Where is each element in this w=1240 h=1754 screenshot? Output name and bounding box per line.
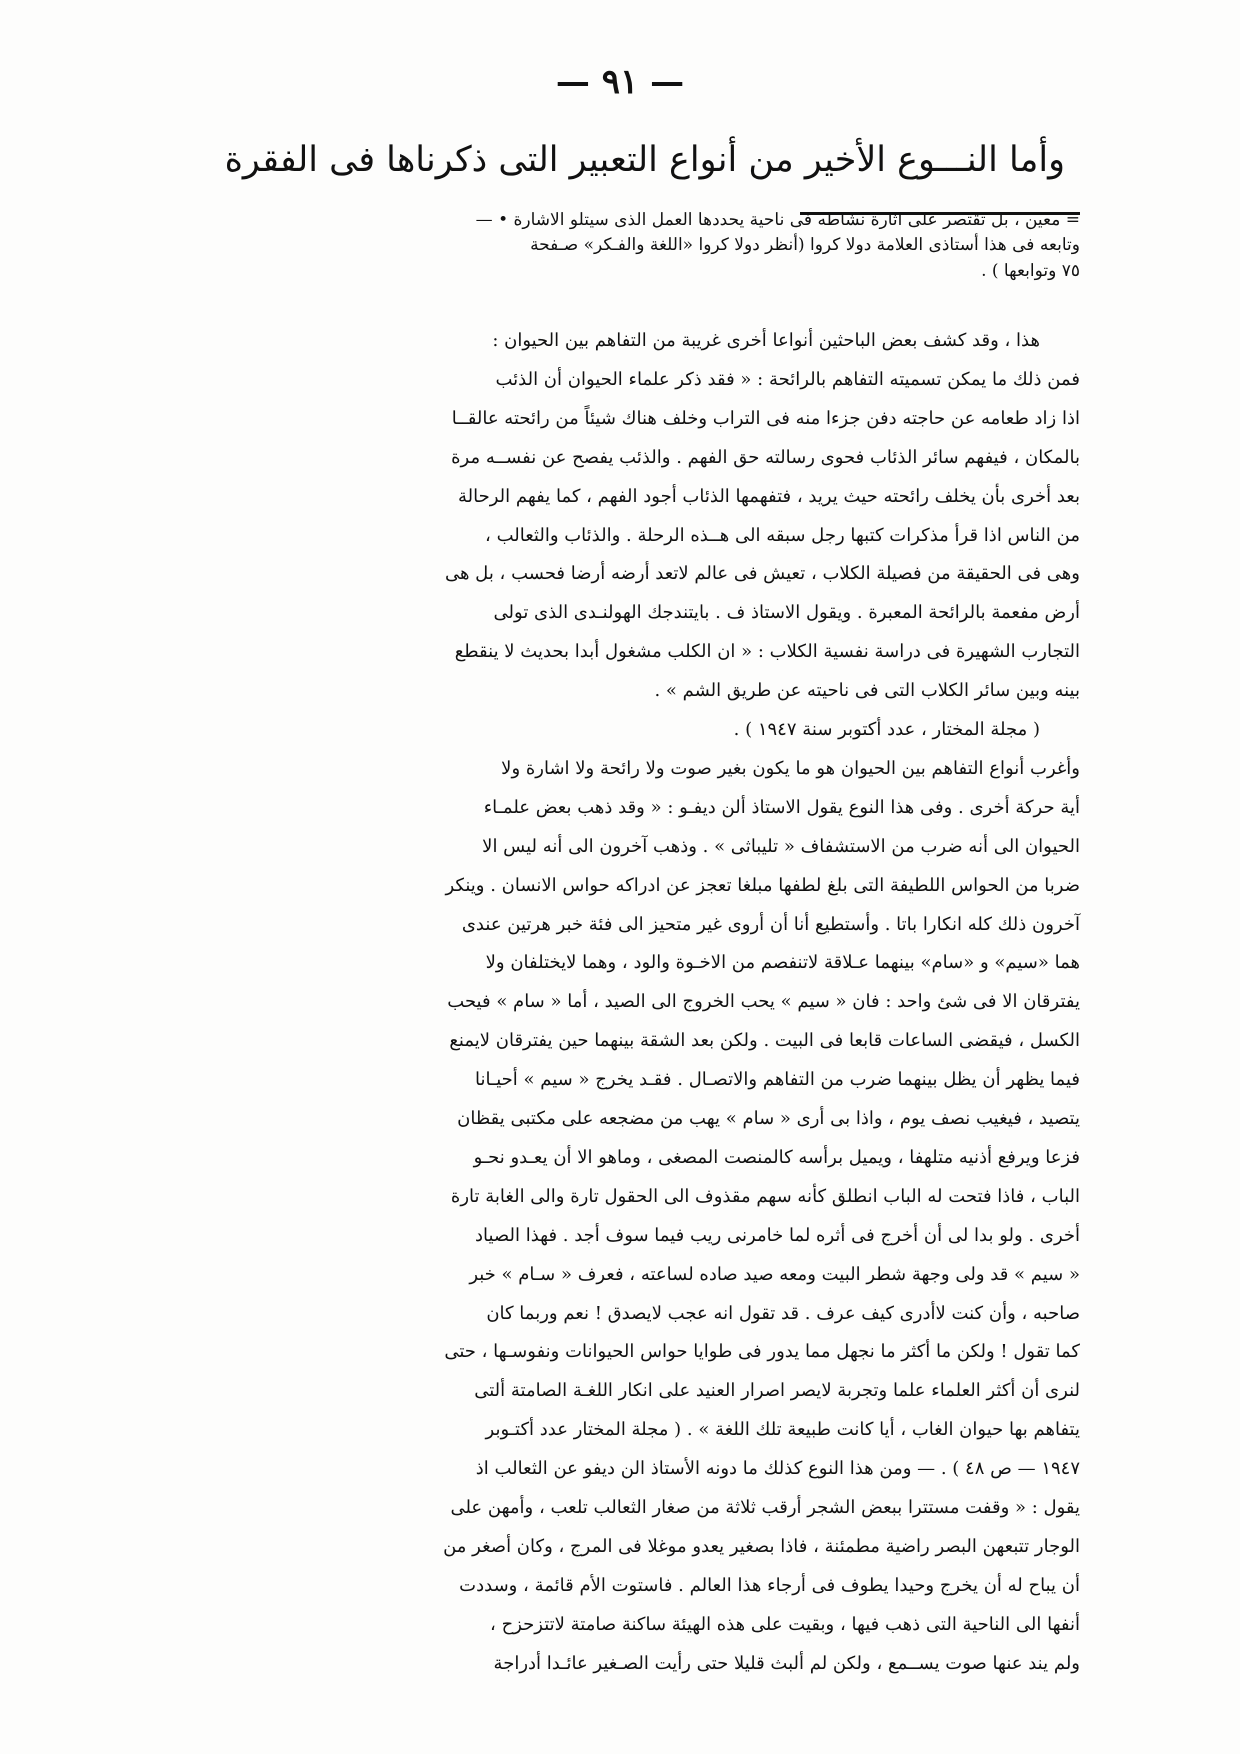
paragraph-line: هذا ، وقد كشف بعض الباحثين أنواعا أخرى غريبة من التفاهم بين الحيوان : <box>492 330 1040 351</box>
section-heading: وأما النـــوع الأخير من أنواع التعبير التى ذكرناها فى الفقرة <box>224 140 1065 180</box>
paragraph-line: يقول : « وقفت مستترا ببعض الشجر أرقب ثلاثة من صغار الثعالب تلعب ، وأمهن على <box>450 1497 1080 1518</box>
paragraph-line: أنفها الى الناحية التى ذهب فيها ، وبقيت على هذه الهيئة ساكنة صامتة لاتتزحزح ، <box>490 1613 1080 1635</box>
paragraph-line: يفترقان الا فى شئ واحد : فان « سيم » يحب الخروج الى الصيد ، أما « سام » فيحب <box>447 991 1080 1013</box>
paragraph-line: الحيوان الى أنه ضرب من الاستشفاف « تليباثى » . وذهب آخرون الى أنه ليس الا <box>482 835 1080 857</box>
paragraph-line: ضربا من الحواس اللطيفة التى بلغ لطفها مبلغا تعجز عن ادراكه حواس الانسان . وينكر <box>445 874 1080 896</box>
paragraph-line: بعد أخرى بأن يخلف رائحته حيث يريد ، فتفهمها الذئاب أجود الفهم ، كما يفهم الرحالة <box>457 485 1080 507</box>
paragraph-line: آخرون ذلك كله انكارا باتا . وأستطيع أنا أن أروى غير متحيز الى فئة خبر هرتين عندى <box>461 913 1080 935</box>
paragraph-line: الكسل ، فيقضى الساعات قابعا فى البيت . ولكن بعد الشقة بينهما حين يفترقان لايمنع <box>449 1030 1080 1052</box>
paragraph-line: اذا زاد طعامه عن حاجته دفن جزءا منه فى التراب وخلف هناك شيئاً من رائحته عالقــا <box>451 407 1080 429</box>
footnote-line: وتابعه فى هذا أستاذى العلامة دولا كروا (أنظر دولا كروا «اللغة والفـكر» صـفحة <box>530 235 1080 255</box>
paragraph-line: فمن ذلك ما يمكن تسميته التفاهم بالرائحة : « فقد ذكر علماء الحيوان أن الذئب <box>495 368 1080 390</box>
paragraph-line: من الناس اذا قرأ مذكرات كتبها رجل سبقه الى هــذه الرحلة . والذئاب والثعالب ، <box>485 524 1080 546</box>
paragraph-line: فزعا ويرفع أذنيه متلهفا ، ويميل برأسه كالمنصت المصغى ، وماهو الا أن يعـدو نحـو <box>473 1146 1080 1168</box>
paragraph-line: الوجار تتبعهن البصر راضية مطمئنة ، فاذا بصغير يعدو موغلا فى المرج ، وكان أصغر من <box>443 1535 1080 1557</box>
paragraph-line: بينه وبين سائر الكلاب التى فى ناحيته عن طريق الشم » . <box>654 680 1080 702</box>
paragraph-line: أرض مفعمة بالرائحة المعبرة . ويقول الاستاذ ف . بايتندجك الهولنـدى الذى تولى <box>493 602 1080 624</box>
citation-line: ( مجلة المختار ، عدد أكتوبر سنة ١٩٤٧ ) . <box>733 719 1040 740</box>
paragraph-line: هما «سيم» و «سام» بينهما عـلاقة لاتنفصم من الاخـوة والود ، وهما لايختلفان ولا <box>485 952 1080 974</box>
paragraph-line: يتفاهم بها حيوان الغاب ، أيا كانت طبيعة تلك اللغة » . ( مجلة المختار عدد أكتـوبر <box>485 1419 1080 1441</box>
paragraph-line: أن يباح له أن يخرج وحيدا يطوف فى أرجاء هذا العالم . فاستوت الأم قائمة ، وسددت <box>459 1574 1080 1596</box>
paragraph-line: بالمكان ، فيفهم سائر الذئاب فحوى رسالته حق الفهم . والذئب يفصح عن نفســه مرة <box>451 446 1080 468</box>
paragraph-line: أية حركة أخرى . وفى هذا النوع يقول الاستاذ ألن ديفـو : « وقد ذهب بعض علمـاء <box>483 796 1080 818</box>
paragraph-line: أخرى . ولو بدا لى أن أخرج فى أثره لما خامرنى ريب فيما سوف أجد . فهذا الصياد <box>474 1224 1080 1246</box>
paragraph-line: يتصيد ، فيغيب نصف يوم ، واذا بى أرى « سام » يهب من مضجعه على مكتبى يقظان <box>457 1108 1080 1129</box>
paragraph-line: الباب ، فاذا فتحت له الباب انطلق كأنه سهم مقذوف الى الحقول تارة والى الغابة تارة <box>450 1185 1080 1207</box>
page-number: — ٩١ — <box>555 62 685 102</box>
paragraph-line: فيما يظهر أن يظل بينهما ضرب من التفاهم والاتصـال . فقـد يخرج « سيم » أحيـانا <box>474 1069 1080 1091</box>
paragraph-line: لنرى أن أكثر العلماء علما وتجربة لايصر اصرار العنيد على انكار اللغـة الصامتة ألتى <box>474 1380 1080 1402</box>
footnote-line: = معين ، بل تقتصر على اثارة نشاطه فى ناحية يحددها العمل الذى سيتلو الاشارة • — <box>475 210 1080 230</box>
paragraph-line: وأغرب أنواع التفاهم بين الحيوان هو ما يكون بغير صوت ولا رائحة ولا اشارة ولا <box>501 757 1080 779</box>
footnote-line: ٧٥ وتوابعها ) . <box>981 261 1080 281</box>
paragraph-line: وهى فى الحقيقة من فصيلة الكلاب ، تعيش فى عالم لاتعد أرضه أرضا فحسب ، بل هى <box>444 563 1080 585</box>
paragraph-line: كما تقول ! ولكن ما أكثر ما نجهل مما يدور فى طوايا حواس الحيوانات ونفوسـها ، حتى <box>444 1341 1080 1363</box>
paragraph-line: « سيم » قد ولى وجهة شطر البيت ومعه صيد صاده لساعته ، فعرف « سـام » خبر <box>469 1263 1080 1285</box>
paragraph-line: صاحبه ، وأن كنت لاأدرى كيف عرف . قد تقول انه عجب لايصدق ! نعم وربما كان <box>486 1302 1080 1324</box>
paragraph-line: ١٩٤٧ — ص ٤٨ ) . — ومن هذا النوع كذلك ما دونه الأستاذ الن ديفو عن الثعالب اذ <box>475 1458 1080 1480</box>
paragraph-line: التجارب الشهيرة فى دراسة نفسية الكلاب : « ان الكلب مشغول أبدا بحديث لا ينقطع <box>454 641 1080 663</box>
paragraph-line: ولم يند عنها صوت يســمع ، ولكن لم ألبث قليلا حتى رأيت الصـغير عائـدا أدراجة <box>493 1652 1080 1674</box>
